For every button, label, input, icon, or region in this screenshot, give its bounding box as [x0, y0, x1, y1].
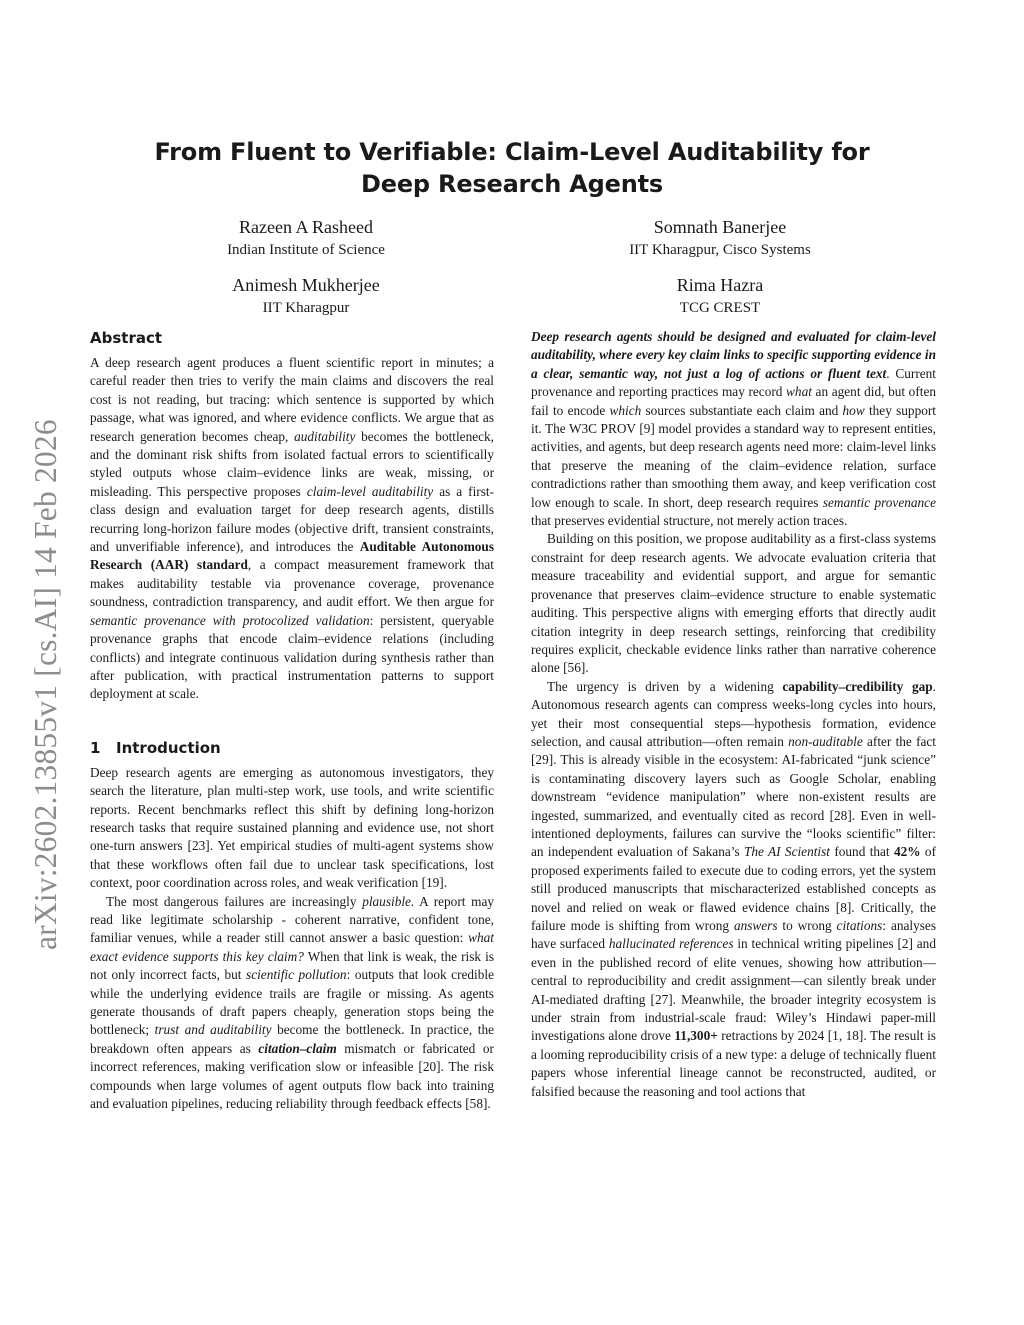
- position-statement-paragraph: Deep research agents should be designed and evaluated for claim-level auditability, where every key claim links to specific supporting evidence in a clear, semantic way, not just a log of actions or fluent text. Current provenance and reporting practices may record what an agent did, but often fail to encode which sources substantiate each claim and how they support it. The W3C PROV [9] model provides a standard way to represent entities, activities, and agents, but deep research agents need more: claim-level links that preserve the meaning of the claim–evidence relation, surface contradictions rather than smoothing them away, and keep verification cost low enough to scale. In short, deep research requires semantic provenance that preserves evidential structure, not merely action traces.: [531, 329, 936, 529]
- author-name: Somnath Banerjee: [653, 217, 787, 237]
- introduction-heading: [90, 738, 494, 758]
- author-affiliation: IIT Kharagpur, Cisco Systems: [629, 242, 811, 258]
- author-block-1: [96, 216, 516, 260]
- paper-title: From Fluent to Verifiable: Claim-Level Auditability for Deep Research Agents: [154, 138, 870, 198]
- author-name: Razeen A Rasheed: [239, 217, 373, 237]
- abstract-heading: Abstract: [90, 329, 163, 347]
- abstract-paragraph: A deep research agent produces a fluent scientific report in minutes; a careful reader then tries to verify the main claims and discovers the real cost is not reading, but tracing: which sentence is supported by which passage, what was ignored, and where evidence conflicts. We argue that as research generation becomes cheap, auditability becomes the bottleneck, and the dominant risk shifts from isolated factual errors to scientifically styled outputs whose claim–evidence links are weak, missing, or misleading. This perspective proposes claim-level auditability as a first-class design and evaluation target for deep research agents, distills recurring long-horizon failure modes (objective drift, transient constraints, and unverifiable inference), and introduces the Auditable Autonomous Research (AAR) standard, a compact measurement framework that makes auditability testable via provenance coverage, provenance soundness, contradiction transparency, and audit effort. We then argue for semantic provenance with protocolized validation: persistent, queryable provenance graphs that encode claim–evidence relations (including conflicts) and integrate continuous validation during synthesis rather than after publication, with practical instrumentation patterns to support deployment at scale.: [90, 355, 495, 702]
- author-name: Rima Hazra: [676, 275, 764, 295]
- author-affiliation: IIT Kharagpur: [262, 300, 350, 316]
- author-block-2: [510, 216, 930, 260]
- section-title: Introduction: [116, 738, 221, 757]
- section-number: 1: [90, 738, 101, 757]
- author-block-4: [510, 274, 930, 318]
- left-column: [90, 328, 494, 1113]
- author-affiliation: Indian Institute of Science: [227, 242, 385, 258]
- proposal-paragraph: Building on this position, we propose auditability as a first-class systems constraint for deep research agents. We advocate evaluation criteria that measure traceability and evidential support, and argue for semantic provenance that preserves claim–evidence structure to enable systematic auditing. This perspective aligns with emerging efforts that directly audit citation integrity in deep research settings, reinforcing that credibility requires explicit, checkable evidence links rather than narrative coherence alone [56].: [531, 531, 936, 676]
- author-block-3: [96, 274, 516, 318]
- arxiv-identifier-stamp: arXiv:2602.13855v1 [cs.AI] 14 Feb 2026: [28, 419, 63, 950]
- author-name: Animesh Mukherjee: [232, 275, 380, 295]
- urgency-paragraph: The urgency is driven by a widening capability–credibility gap. Autonomous research agents can compress weeks-long cycles into hours, yet their most consequential steps—hypothesis formation, evidence selection, and causal attribution—often remain non-auditable after the fact [29]. This is already visible in the ecosystem: AI-fabricated “junk science” is contaminating discovery layers such as Google Scholar, enabling downstream “evidence manipulation” where non-existent results are ingested, summarized, and eventually cited as record [28]. Even in well-intentioned deployments, failures can survive the “looks scientific” filter: an independent evaluation of Sakana’s The AI Scientist found that 42% of proposed experiments failed to execute due to coding errors, yet the system still produced manuscripts that mischaracterized established concepts as novel and relied on weak or flawed evidence chains [8]. Critically, the failure mode is shifting from wrong answers to wrong citations: analyses have surfaced hallucinated references in technical writing pipelines [2] and even in the published record of elite venues, showing how attribution—central to reproducibility and credit assignment—can silently break under AI-mediated drafting [27]. Meanwhile, the broader integrity ecosystem is under strain from industrial-scale fraud: Wiley’s Hindawi paper-mill investigations alone drove 11,300+ retractions by 2024 [1, 18]. The result is a looming reproducibility crisis of a new type: a deluge of technically fluent papers whose inferential lineage cannot be reconstructed, audited, or falsified because the reasoning and tool actions that: [531, 678, 936, 1099]
- intro-paragraph-2: The most dangerous failures are increasingly plausible. A report may read like legitimate scholarship - coherent narrative, confident tone, familiar venues, while a reader still cannot answer a basic question: what exact evidence supports this key claim? When that link is weak, the risk is not only incorrect facts, but scientific pollution: outputs that look credible while the underlying evidence trails are fragile or missing. As agents generate thousands of draft papers cheaply, generation stops being the bottleneck; trust and auditability become the bottleneck. In practice, the breakdown often appears as citation–claim mismatch or fabricated or incorrect references, making verification slow or infeasible [20]. The risk compounds when large volumes of agent outputs flow back into training and evaluation pipelines, reducing reliability through feedback effects [58].: [90, 893, 494, 1112]
- intro-paragraph-1: Deep research agents are emerging as autonomous investigators, they search the literature, plan multi-step work, use tools, and write scientific reports. Recent benchmarks reflect this shift by defining long-horizon research tasks that require sustained planning and evidence use, not short one-turn answers [23]. Yet empirical studies of multi-agent systems show that these workflows often fail due to unclear task specifications, lost context, poor coordination across roles, and weak verification [19].: [90, 764, 494, 891]
- author-affiliation: TCG CREST: [679, 300, 761, 316]
- right-column: [531, 328, 936, 1101]
